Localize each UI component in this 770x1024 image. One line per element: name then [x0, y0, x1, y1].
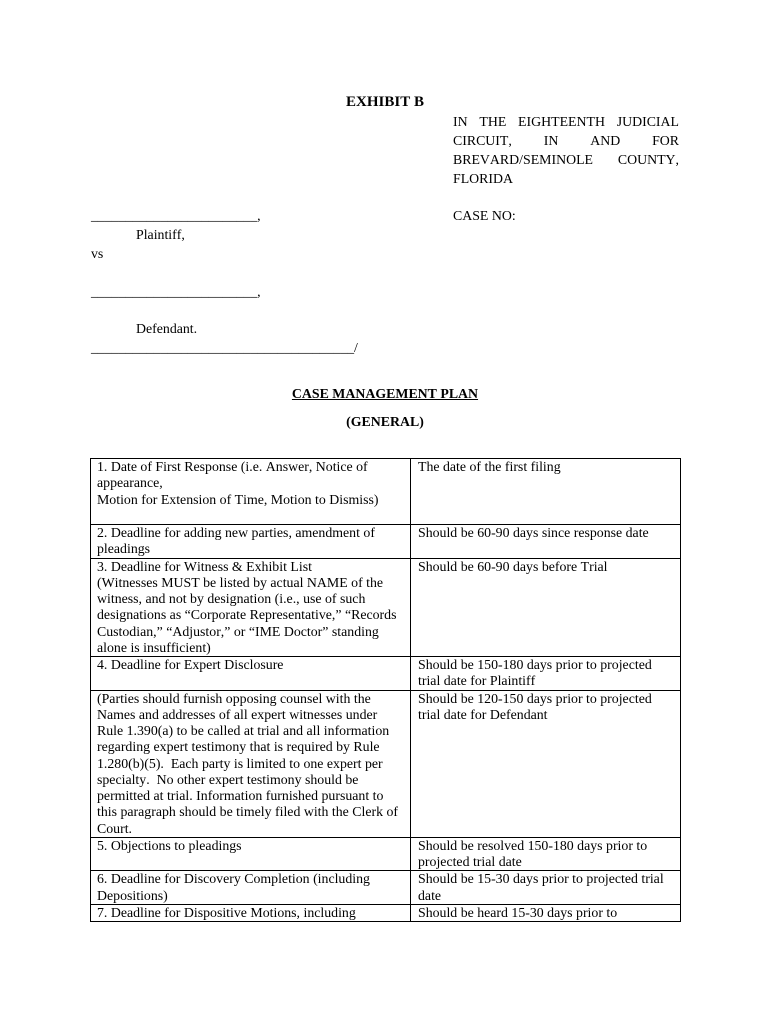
item-text: 2. Deadline for adding new parties, amendment of pleadings — [97, 525, 379, 557]
item-cell — [91, 558, 411, 657]
deadline-cell — [411, 837, 681, 871]
versus-label: vs — [91, 246, 104, 261]
item-text: 6. Deadline for Discovery Completion (including Depositions) — [97, 871, 374, 903]
deadline-cell — [411, 904, 681, 921]
item-text: 5. Objections to pleadings — [97, 837, 242, 853]
table-row — [91, 525, 681, 559]
item-cell — [91, 657, 411, 691]
deadline-text: Should be 60-90 days since response date — [418, 525, 649, 540]
plaintiff-name-blank: ________________________, — [91, 208, 261, 224]
plan-subtitle: (GENERAL) — [346, 414, 424, 430]
table-row — [91, 837, 681, 871]
deadline-cell — [411, 558, 681, 657]
item-cell — [91, 690, 411, 837]
table-row — [91, 904, 681, 921]
deadline-cell — [411, 657, 681, 691]
item-cell — [91, 459, 411, 525]
deadline-text: Should be 60-90 days before Trial — [418, 558, 608, 574]
deadline-text: The date of the first filing — [418, 459, 561, 474]
deadline-text: Should be 150-180 days prior to projected trial date for Plaintiff — [418, 657, 656, 689]
item-cell — [91, 837, 411, 871]
deadline-text: Should be 120-150 days prior to projected trial date for Defendant — [418, 690, 656, 722]
item-cell — [91, 871, 411, 905]
deadline-cell — [411, 459, 681, 525]
deadline-cell — [411, 871, 681, 905]
item-cell — [91, 525, 411, 559]
deadline-text: Should be 15-30 days prior to projected trial date — [418, 871, 668, 903]
item-text: (Witnesses MUST be listed by actual NAME of the witness, and not by designation (i.e., use of such designations as “Corporate Representative,” “Records Custodian,” “Adjustor,” or “IME Doctor” standing alone is insufficient) — [97, 574, 400, 655]
item-text: Motion for Extension of Time, Motion to Dismiss) — [97, 491, 379, 507]
deadline-cell — [411, 690, 681, 837]
table-row — [91, 871, 681, 905]
item-text: 3. Deadline for Witness & Exhibit List — [97, 558, 312, 574]
deadline-cell — [411, 525, 681, 559]
court-caption: IN THE EIGHTEENTH JUDICIAL CIRCUIT, IN AND FOR BREVARD/SEMINOLE COUNTY, FLORIDA — [453, 114, 679, 187]
caption-closing-line: ______________________________________/ — [91, 340, 358, 355]
table-row — [91, 459, 681, 525]
item-text: 1. Date of First Response (i.e. Answer, Notice of appearance, — [97, 459, 372, 491]
item-text: (Parties should furnish opposing counsel with the Names and addresses of all expert witnesses under Rule 1.390(a) to be called at trial and all information regarding expert testimony that is required by Rule 1.280(b)(5). Each party is limited to one expert per specialty. No other expert testimony should be permitted at trial. Information furnished pursuant to this paragraph should be timely filed with the Clerk of Court. — [97, 690, 402, 836]
exhibit-title: EXHIBIT B — [346, 94, 424, 111]
table-row — [91, 690, 681, 837]
plan-title: CASE MANAGEMENT PLAN — [291, 386, 479, 402]
item-text: 4. Deadline for Expert Disclosure — [97, 657, 284, 672]
table-row — [91, 657, 681, 691]
defendant-name-blank: ________________________, — [91, 284, 261, 300]
defendant-label: Defendant. — [136, 321, 198, 336]
table-row — [91, 558, 681, 657]
item-text: 7. Deadline for Dispositive Motions, including — [97, 904, 356, 920]
case-number-label: CASE NO: — [453, 208, 516, 224]
plaintiff-label: Plaintiff, — [136, 227, 185, 243]
deadline-text: Should be heard 15-30 days prior to — [418, 904, 618, 920]
case-management-table — [90, 458, 681, 922]
item-cell — [91, 904, 411, 921]
deadline-text: Should be resolved 150-180 days prior to projected trial date — [418, 837, 651, 869]
